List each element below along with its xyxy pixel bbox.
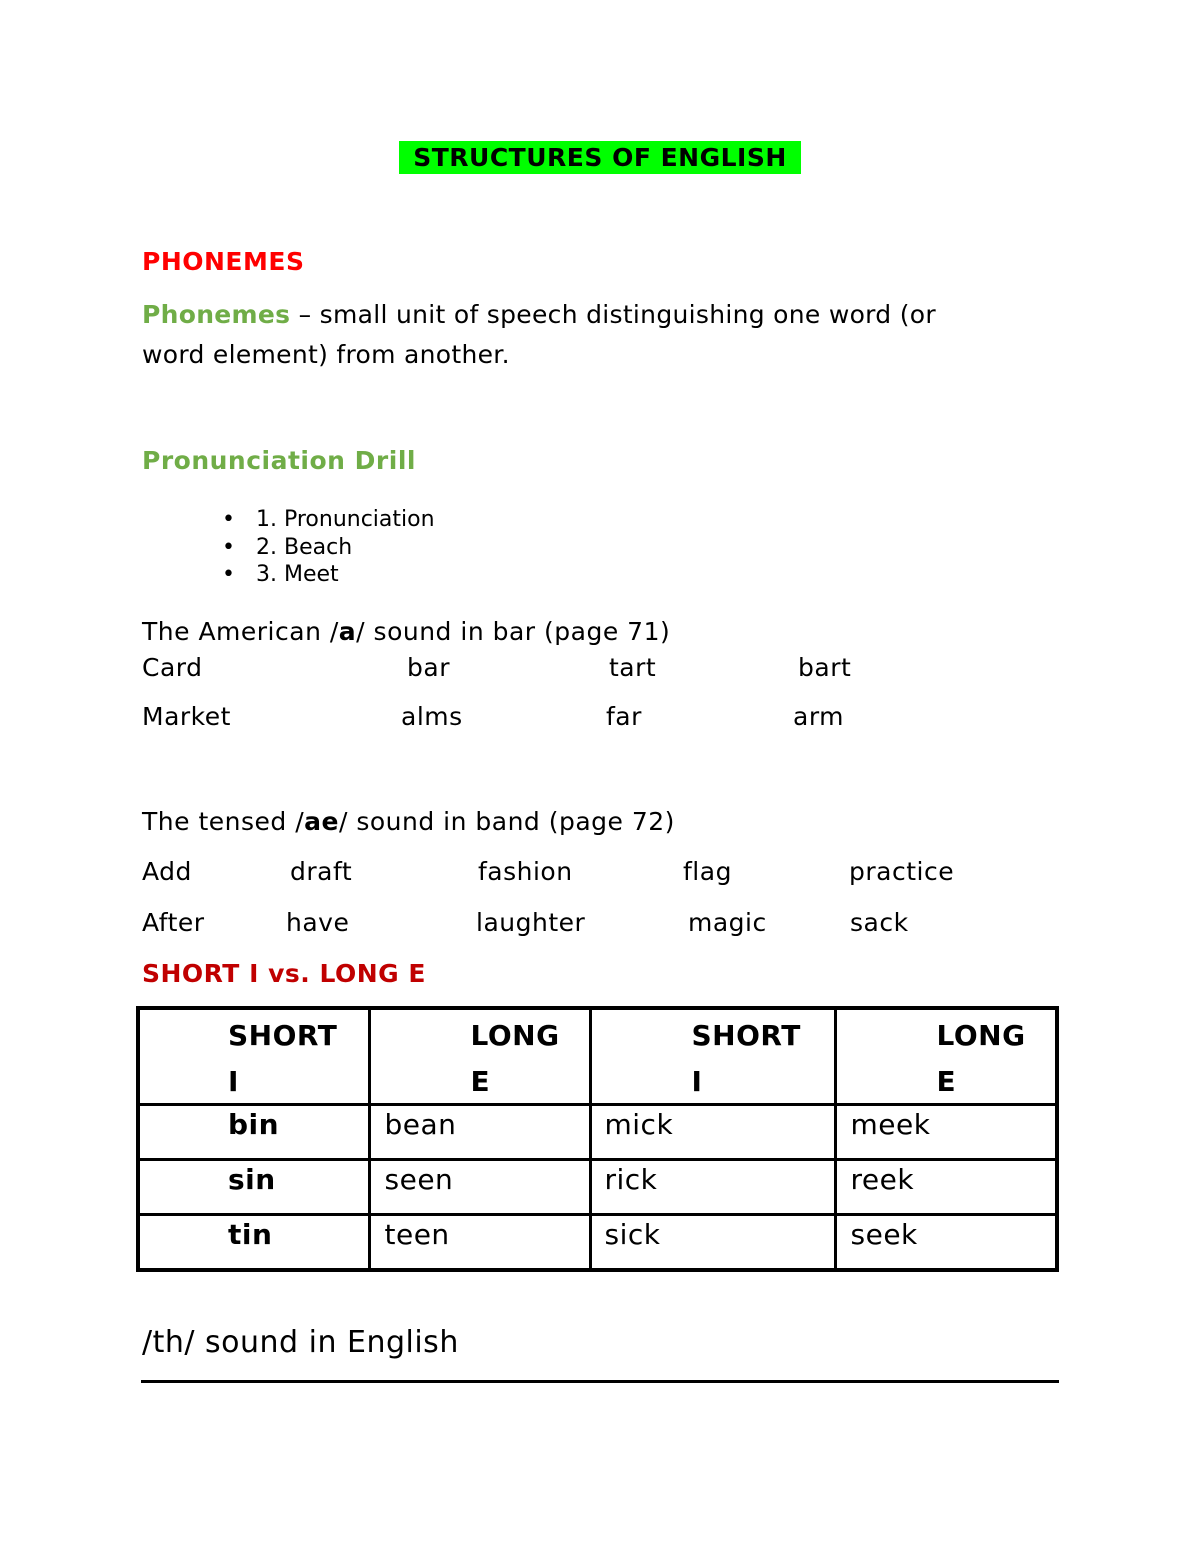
table-cell: tin	[138, 1215, 369, 1271]
table-header-cell: SHORT I	[138, 1008, 369, 1105]
word-cell: tart	[609, 653, 657, 682]
table-cell: sin	[138, 1160, 369, 1215]
table-row	[138, 1105, 1057, 1160]
tensed-ae-symbol: ae	[304, 807, 339, 836]
th-sound-heading: /th/ sound in English	[142, 1325, 459, 1360]
word-cell: practice	[849, 857, 955, 886]
table-cell: bin	[138, 1105, 369, 1160]
table-cell: rick	[590, 1160, 835, 1215]
section-heading-phonemes: PHONEMES	[142, 247, 305, 276]
definition-term: Phonemes	[142, 300, 291, 329]
drill-list-item	[222, 535, 352, 560]
drill-item-text: 1. Pronunciation	[256, 507, 435, 532]
word-cell: bar	[407, 653, 450, 682]
word-cell: have	[286, 908, 350, 937]
word-cell: bart	[798, 653, 852, 682]
word-cell: laughter	[476, 908, 586, 937]
word-cell: fashion	[478, 857, 573, 886]
word-cell: Add	[142, 857, 192, 886]
word-cell: sack	[850, 908, 909, 937]
word-cell: far	[606, 702, 642, 731]
table-cell: sick	[590, 1215, 835, 1271]
bullet-icon: •	[222, 562, 235, 587]
word-cell: Card	[142, 653, 203, 682]
table-cell: teen	[369, 1215, 590, 1271]
word-cell: draft	[290, 857, 353, 886]
table-header-row	[138, 1008, 1057, 1105]
table-row	[138, 1160, 1057, 1215]
document-title: STRUCTURES OF ENGLISH	[399, 141, 801, 174]
word-cell: flag	[683, 857, 732, 886]
drill-list-item	[222, 507, 435, 532]
table-header-cell: LONG E	[835, 1008, 1057, 1105]
table-cell: meek	[835, 1105, 1057, 1160]
table-cell: seen	[369, 1160, 590, 1215]
definition-line-2: word element) from another.	[142, 340, 510, 369]
table-cell: bean	[369, 1105, 590, 1160]
bullet-icon: •	[222, 535, 235, 560]
word-cell: After	[142, 908, 205, 937]
tensed-ae-suffix: / sound in band (page 72)	[338, 807, 675, 836]
definition-line-1	[142, 300, 936, 329]
definition-text: – small unit of speech distinguishing one word (or	[290, 300, 936, 329]
table-header-cell: SHORT I	[590, 1008, 835, 1105]
american-a-prefix: The American /	[142, 617, 339, 646]
tensed-ae-heading	[142, 807, 675, 836]
table-cell: reek	[835, 1160, 1057, 1215]
table-row	[138, 1215, 1057, 1271]
word-cell: magic	[688, 908, 767, 937]
american-a-heading	[142, 617, 670, 646]
short-i-long-e-table	[136, 1006, 1059, 1272]
section-heading-pronunciation-drill: Pronunciation Drill	[142, 446, 416, 475]
drill-item-text: 3. Meet	[256, 562, 339, 587]
word-cell: alms	[401, 702, 463, 731]
table-header-cell: LONG E	[369, 1008, 590, 1105]
table-cell: seek	[835, 1215, 1057, 1271]
tensed-ae-prefix: The tensed /	[142, 807, 305, 836]
table-cell: mick	[590, 1105, 835, 1160]
drill-list-item	[222, 562, 339, 587]
drill-item-text: 2. Beach	[256, 535, 353, 560]
bullet-icon: •	[222, 507, 235, 532]
word-cell: Market	[142, 702, 231, 731]
heading-underline-divider	[141, 1380, 1059, 1383]
american-a-suffix: / sound in bar (page 71)	[356, 617, 671, 646]
section-heading-short-long: SHORT I vs. LONG E	[142, 959, 426, 988]
american-a-symbol: a	[338, 617, 357, 646]
word-cell: arm	[793, 702, 845, 731]
